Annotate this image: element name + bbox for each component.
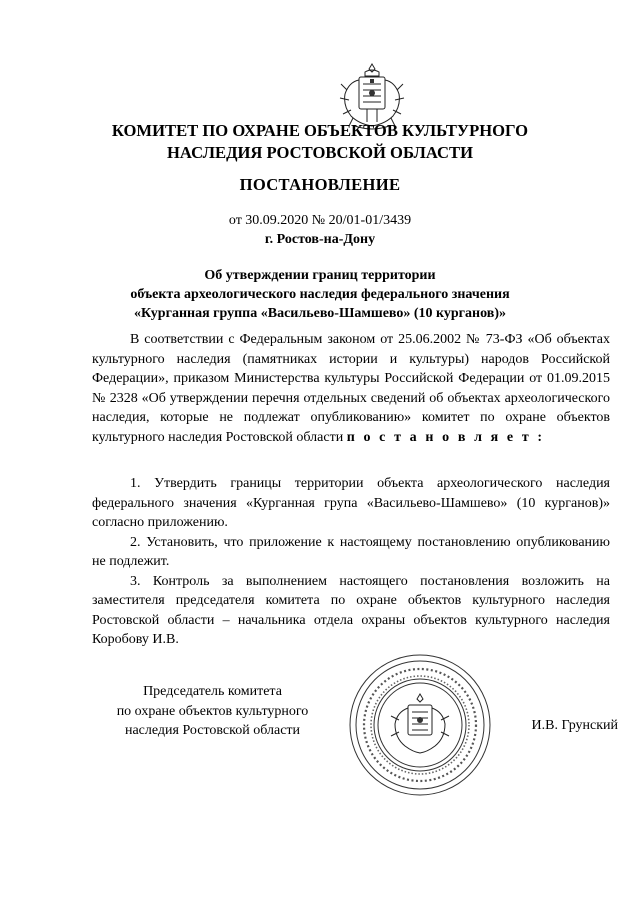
org-line-2: НАСЛЕДИЯ РОСТОВСКОЙ ОБЛАСТИ bbox=[167, 143, 473, 162]
item-text: Контроль за выполнением настоящего постановления возложить на заместителя председателя комитета по охране объектов культурного наследия Ростовской области – начальника отдела охраны объектов культурного наследия Коробову И.В. bbox=[92, 573, 610, 647]
resolution-items bbox=[92, 474, 610, 650]
preamble-text: В соответствии с Федеральным законом от 25.06.2002 № 73-ФЗ «Об объектах культурного наследия (памятниках истории и культуры) народов Российской Федерации», приказом Министерства культуры Российской Федерации от 01.09.2015 № 2328 «Об утверждении перечня отдельных сведений об объектах археологического наследия, которые не подлежат опубликованию» комитет по охране объектов культурного наследия Ростовской области bbox=[92, 332, 610, 445]
org-line-1: КОМИТЕТ ПО ОХРАНЕ ОБЪЕКТОВ КУЛЬТУРНОГО bbox=[111, 121, 529, 140]
official-seal-icon bbox=[345, 650, 495, 800]
document-type: ПОСТАНОВЛЕНИЕ bbox=[239, 175, 401, 194]
item-number: 2. bbox=[130, 534, 141, 550]
date-number: от 30.09.2020 № 20/01-01/3439 bbox=[228, 213, 412, 228]
list-item bbox=[92, 572, 610, 650]
organization-name bbox=[0, 120, 640, 164]
subject-line-3: «Курганная группа «Васильево-Шамшево» (10 курганов)» bbox=[134, 306, 506, 321]
list-item bbox=[92, 533, 610, 572]
item-number: 3. bbox=[130, 573, 141, 589]
preamble bbox=[92, 330, 610, 447]
subject-line-1: Об утверждении границ территории bbox=[204, 268, 436, 283]
signatory-name: И.В. Грунский bbox=[531, 718, 618, 733]
item-number: 1. bbox=[130, 476, 141, 491]
document-subject bbox=[0, 266, 640, 323]
position-line-1: Председатель комитета bbox=[143, 684, 282, 699]
subject-line-2: объекта археологического наследия федерального значения bbox=[130, 287, 510, 302]
position-line-2: по охране объектов культурного bbox=[116, 703, 309, 719]
resolves-text: п о с т а н о в л я е т : bbox=[346, 429, 545, 445]
position-line-3: наследия Ростовской области bbox=[124, 723, 301, 738]
city: г. Ростов-на-Дону bbox=[264, 232, 376, 247]
list-item bbox=[92, 474, 610, 533]
signatory-position bbox=[95, 682, 330, 741]
item-text: Утвердить границы территории объекта археологического наследия федерального значения «Курганная група «Васильево-Шамшево» (10 курганов)» согласно приложению. bbox=[92, 476, 610, 530]
item-text: Установить, что приложение к настоящему постановлению опубликованию не подлежит. bbox=[92, 534, 610, 569]
